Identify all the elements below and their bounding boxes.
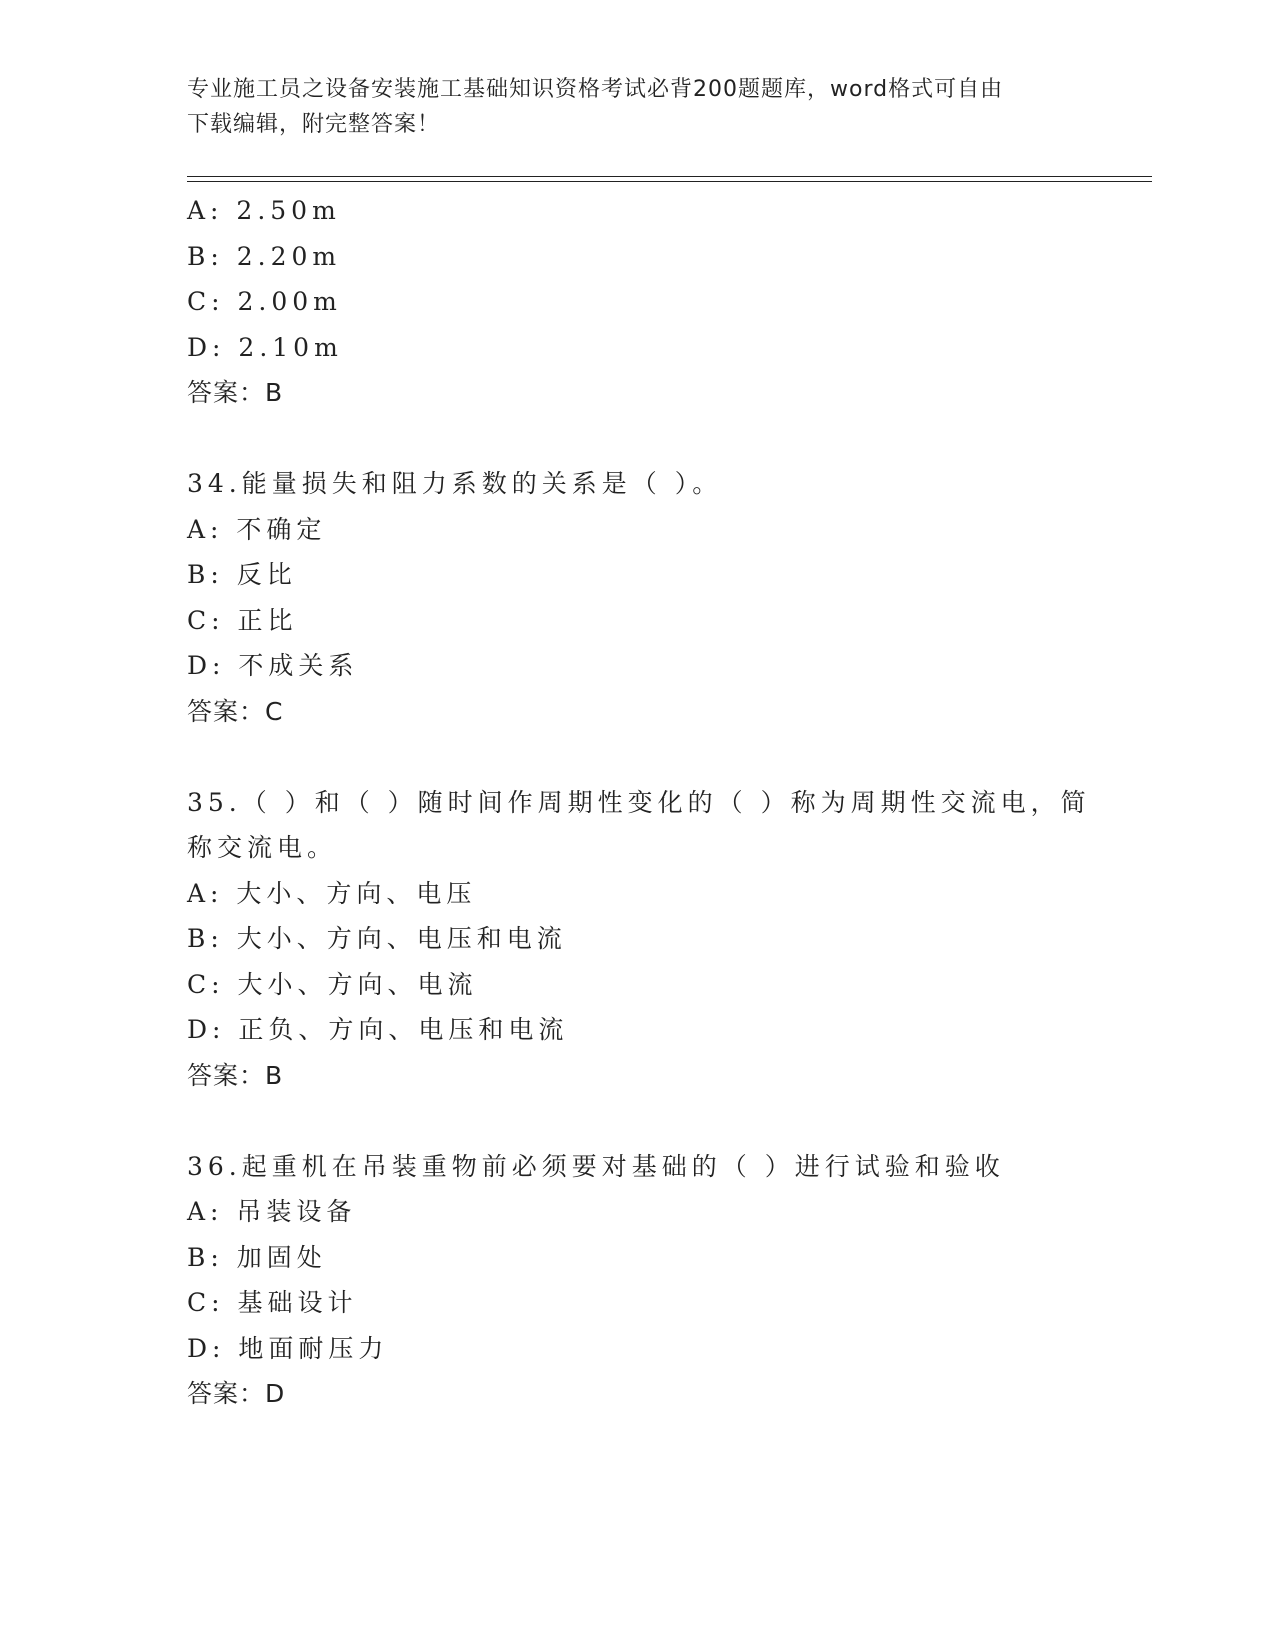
option-d: D: 2.10m bbox=[187, 332, 343, 362]
question-list bbox=[187, 188, 1091, 1417]
option-c: C: 大小、方向、电流 bbox=[187, 969, 478, 999]
question-34 bbox=[187, 461, 1087, 734]
question-36 bbox=[187, 1144, 1087, 1417]
option-a: A: 大小、方向、电压 bbox=[187, 878, 477, 908]
option-d: D: 地面耐压力 bbox=[187, 1333, 389, 1363]
option-a: A: 不确定 bbox=[187, 514, 327, 544]
spacer bbox=[187, 1098, 1087, 1144]
question-stem-line-1: 35.（ ）和（ ）随时间作周期性变化的（ ）称为周期性交流电，简 bbox=[187, 787, 1091, 817]
option-b: B: 2.20m bbox=[187, 241, 342, 271]
question-33 bbox=[187, 188, 1087, 416]
option-a: A: 2.50m bbox=[187, 196, 341, 225]
option-c: C: 2.00m bbox=[187, 287, 342, 316]
spacer bbox=[187, 734, 1087, 780]
question-stem-line-2: 称交流电。 bbox=[187, 833, 338, 862]
option-b: B: 加固处 bbox=[187, 1242, 327, 1272]
option-d: D: 正负、方向、电压和电流 bbox=[187, 1015, 569, 1044]
answer-line: 答案：D bbox=[187, 1379, 286, 1408]
header-divider-bottom bbox=[187, 181, 1152, 182]
document-header bbox=[187, 72, 1067, 142]
option-b: B: 反比 bbox=[187, 560, 297, 589]
spacer bbox=[187, 416, 1087, 462]
answer-line: 答案：B bbox=[187, 1060, 284, 1090]
option-a: A: 吊装设备 bbox=[187, 1197, 357, 1226]
option-c: C: 正比 bbox=[187, 605, 298, 635]
answer-line: 答案：B bbox=[187, 378, 284, 407]
answer-line: 答案：C bbox=[187, 696, 284, 726]
header-title-line-2: 下载编辑，附完整答案！ bbox=[187, 112, 441, 137]
header-divider-top bbox=[187, 176, 1152, 177]
question-stem: 34.能量损失和阻力系数的关系是（ ）。 bbox=[187, 469, 723, 498]
question-35 bbox=[187, 780, 1091, 1099]
option-d: D: 不成关系 bbox=[187, 651, 359, 680]
question-stem: 36.起重机在吊装重物前必须要对基础的（ ）进行试验和验收 bbox=[187, 1151, 1005, 1181]
option-b: B: 大小、方向、电压和电流 bbox=[187, 924, 567, 953]
option-c: C: 基础设计 bbox=[187, 1288, 358, 1317]
header-title-line-1: 专业施工员之设备安装施工基础知识资格考试必背200题题库，word格式可自由 bbox=[187, 77, 1004, 102]
